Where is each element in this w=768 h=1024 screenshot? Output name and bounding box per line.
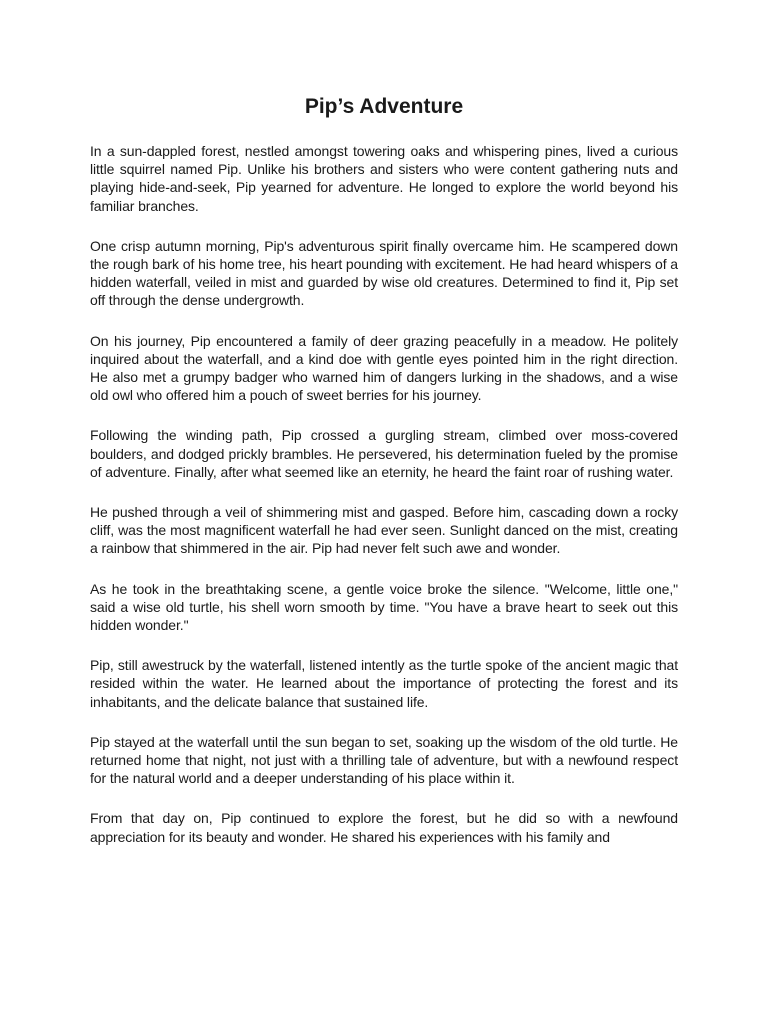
paragraph-5: He pushed through a veil of shimmering mist and gasped. Before him, cascading down a rocky cliff, was the most magnificent waterfall he had ever seen. Sunlight danced on the mist, creating a rainbow that shimmered in the air. Pip had never felt such awe and wonder. (90, 504, 678, 557)
document-body (90, 142, 678, 868)
paragraph-3: On his journey, Pip encountered a family of deer grazing peacefully in a meadow. He politely inquired about the waterfall, and a kind doe with gentle eyes pointed him in the right direction. He also met a grumpy badger who warned him of dangers lurking in the shadows, and a wise old owl who offered him a pouch of sweet berries for his journey. (90, 332, 678, 404)
paragraph-8: Pip stayed at the waterfall until the sun began to set, soaking up the wisdom of the old turtle. He returned home that night, not just with a thrilling tale of adventure, but with a newfound respect for the natural world and a deeper understanding of his place within it. (90, 733, 678, 787)
paragraph-7: Pip, still awestruck by the waterfall, listened intently as the turtle spoke of the ancient magic that resided within the water. He learned about the importance of protecting the forest and its inhabitants, and the delicate balance that sustained life. (90, 657, 678, 710)
document-title: Pip’s Adventure (304, 95, 464, 118)
paragraph-1: In a sun-dappled forest, nestled amongst towering oaks and whispering pines, lived a curious little squirrel named Pip. Unlike his brothers and sisters who were content gathering nuts and playing hide-and-seek, Pip yearned for adventure. He longed to explore the world beyond his familiar branches. (90, 143, 678, 214)
paragraph-9: From that day on, Pip continued to explore the forest, but he did so with a newfound appreciation for its beauty and wonder. He shared his experiences with his family and (90, 810, 678, 845)
paragraph-6: As he took in the breathtaking scene, a gentle voice broke the silence. "Welcome, little one," said a wise old turtle, his shell worn smooth by time. "You have a brave heart to seek out this hidden wonder." (90, 580, 678, 634)
paragraph-4: Following the winding path, Pip crossed a gurgling stream, climbed over moss-covered boulders, and dodged prickly brambles. He persevered, his determination fueled by the promise of adventure. Finally, after what seemed like an eternity, he heard the faint roar of rushing water. (90, 427, 678, 480)
paragraph-2: One crisp autumn morning, Pip's adventurous spirit finally overcame him. He scampered down the rough bark of his home tree, his heart pounding with excitement. He had heard whispers of a hidden waterfall, veiled in mist and guarded by wise old creatures. Determined to find it, Pip set off through the dense undergrowth. (90, 237, 678, 309)
